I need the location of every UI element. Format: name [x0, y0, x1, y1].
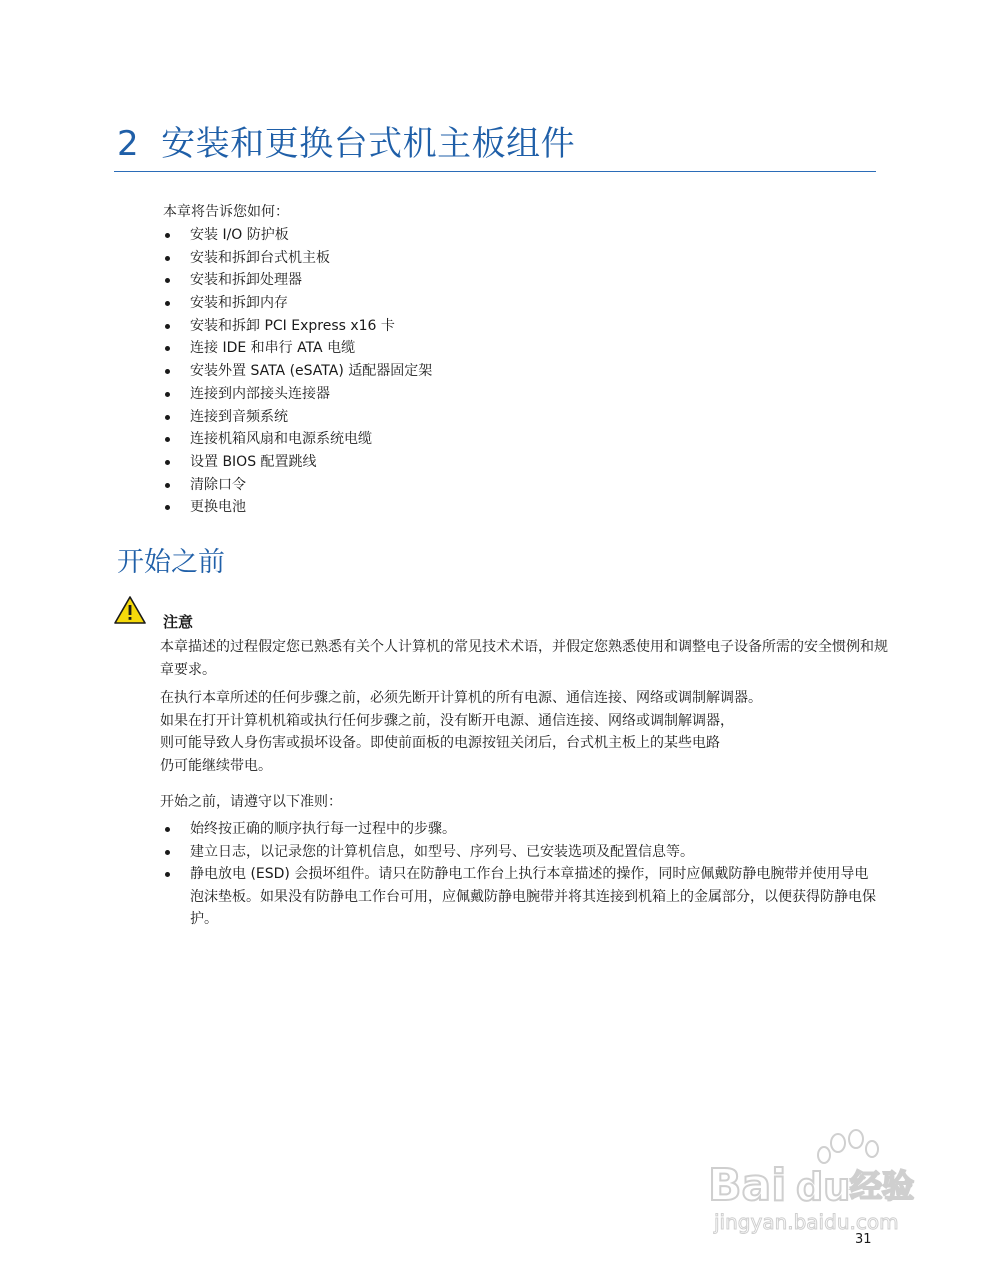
list-item: 清除口令: [163, 474, 432, 497]
page-number: 31: [855, 1232, 872, 1247]
bullet-icon: [165, 437, 170, 442]
chapter-number: 2: [117, 124, 140, 164]
bullet-icon: [165, 872, 170, 877]
list-item: 安装 I/O 防护板: [163, 224, 432, 247]
bullet-icon: [165, 233, 170, 238]
chapter-title: [117, 116, 575, 165]
bullet-icon: [165, 827, 170, 832]
list-item: 更换电池: [163, 496, 432, 519]
title-divider: [114, 171, 876, 172]
bullet-icon: [165, 460, 170, 465]
bullet-icon: [165, 850, 170, 855]
svg-text:经验: 经验: [850, 1167, 915, 1205]
list-item: 安装和拆卸处理器: [163, 269, 432, 292]
notice-paragraph: 在执行本章所述的任何步骤之前，必须先断开计算机的所有电源、通信连接、网络或调制解调器。 如果在打开计算机机箱或执行任何步骤之前，没有断开电源、通信连接、网络或调制解调器， 则可能导致人身伤害或损坏设备。即使前面板的电源按钮关闭后，台式机主板上的某些电路 仍可能继续带电。: [160, 690, 762, 774]
notice-paragraph: 本章描述的过程假定您已熟悉有关个人计算机的常见技术术语，并假定您熟悉使用和调整电子设备所需的安全惯例和规章要求。: [160, 639, 888, 678]
bullet-icon: [165, 278, 170, 283]
chapter-title-text: 安装和更换台式机主板组件: [161, 124, 576, 164]
list-item: 连接 IDE 和串行 ATA 电缆: [163, 337, 432, 360]
bullet-icon: [165, 505, 170, 510]
baidu-jingyan-watermark: [700, 1125, 940, 1235]
list-item: 安装外置 SATA (eSATA) 适配器固定架: [163, 360, 432, 383]
list-item: 安装和拆卸台式机主板: [163, 247, 432, 270]
list-item: 设置 BIOS 配置跳线: [163, 451, 432, 474]
guidelines-intro: 开始之前，请遵守以下准则：: [160, 794, 342, 810]
bullet-icon: [165, 324, 170, 329]
svg-text:Bai: Bai: [708, 1160, 787, 1211]
bullet-icon: [165, 483, 170, 488]
bullet-icon: [165, 301, 170, 306]
bullet-icon: [165, 392, 170, 397]
bullet-icon: [165, 346, 170, 351]
warning-icon: [113, 595, 147, 625]
bullet-icon: [165, 256, 170, 261]
list-item: 连接到音频系统: [163, 406, 432, 429]
list-item: 始终按正确的顺序执行每一过程中的步骤。: [163, 818, 880, 841]
chapter-topics-list: [163, 224, 432, 519]
notice-label: 注意: [163, 613, 194, 631]
guidelines-list: [163, 818, 880, 931]
svg-text:du: du: [796, 1165, 851, 1209]
list-item: 静电放电 (ESD) 会损坏组件。请只在防静电工作台上执行本章描述的操作，同时应佩戴防静电腕带并使用导电泡沫垫板。如果没有防静电工作台可用，应佩戴防静电腕带并将其连接到机箱上的金属部分，以便获得防静电保护。: [163, 863, 880, 931]
bullet-icon: [165, 369, 170, 374]
list-item: 安装和拆卸 PCI Express x16 卡: [163, 315, 432, 338]
list-item: 建立日志，以记录您的计算机信息，如型号、序列号、已安装选项及配置信息等。: [163, 841, 880, 864]
list-item: 连接到内部接头连接器: [163, 383, 432, 406]
intro-text: 本章将告诉您如何：: [163, 204, 289, 220]
section-heading: 开始之前: [117, 547, 225, 578]
list-item: 连接机箱风扇和电源系统电缆: [163, 428, 432, 451]
bullet-icon: [165, 415, 170, 420]
list-item: 安装和拆卸内存: [163, 292, 432, 315]
svg-text:jingyan.baidu.com: jingyan.baidu.com: [714, 1210, 899, 1234]
